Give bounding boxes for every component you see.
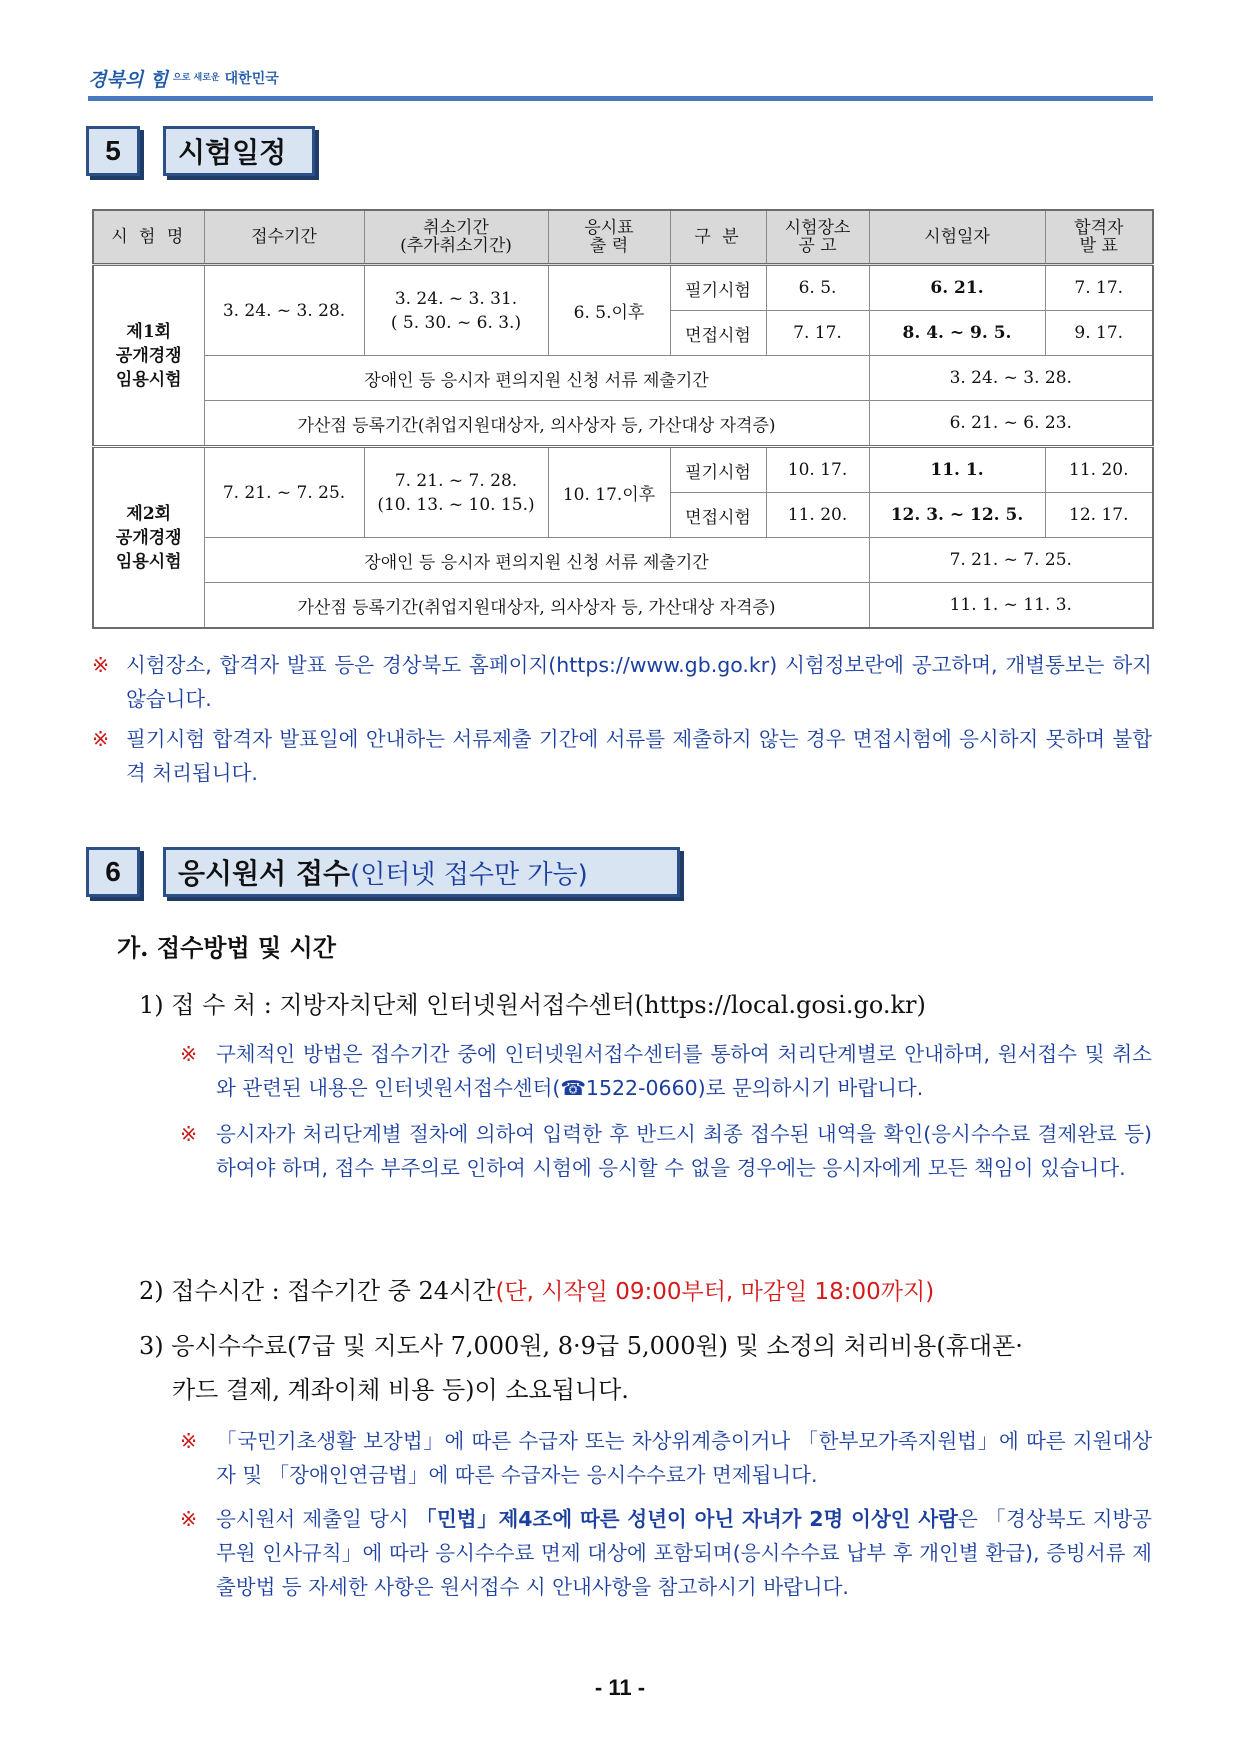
round2-name: 제2회 공개경쟁 임용시험	[93, 447, 204, 629]
round2-apply: 7. 21. ~ 7. 25.	[204, 447, 364, 538]
round2-bonus-label: 가산점 등록기간(취업지원대상자, 의사상자 등, 가산대상 자격증)	[204, 583, 869, 629]
round2-disability-period: 7. 21. ~ 7. 25.	[869, 538, 1153, 583]
note-mark: ※	[92, 727, 110, 751]
round1-written-result: 7. 17.	[1045, 265, 1153, 311]
round1-bonus-period: 6. 21. ~ 6. 23.	[869, 401, 1153, 447]
section-6-title-text: 응시원서 접수	[178, 857, 351, 890]
round2-written-label: 필기시험	[670, 447, 766, 493]
table-row	[93, 265, 1153, 311]
note-item	[180, 1037, 1152, 1105]
round2-interview-date: 12. 3. ~ 12. 5.	[869, 493, 1045, 538]
note-mark: ※	[180, 1122, 198, 1146]
table-row	[93, 356, 1153, 401]
round2-written-date: 11. 1.	[869, 447, 1045, 493]
header-rule	[88, 96, 1153, 101]
section-5-title	[163, 126, 315, 176]
note-item	[180, 1502, 1152, 1604]
note-item	[92, 648, 1152, 716]
note-children-bold: 「민법」제4조에 따른 성년이 아닌 자녀가 2명 이상인 사람	[415, 1507, 958, 1531]
note-venue-announcement: 시험장소, 합격자 발표 등은 경상북도 홈페이지(https://www.gb.go.kr) 시험정보란에 공고하며, 개별통보는 하지 않습니다.	[126, 653, 1152, 711]
round1-written-date: 6. 21.	[869, 265, 1045, 311]
round2-interview-label: 면접시험	[670, 493, 766, 538]
note-mark: ※	[180, 1429, 198, 1453]
section-5-notes	[92, 648, 1152, 790]
schedule-table	[92, 209, 1154, 629]
round1-written-venue: 6. 5.	[766, 265, 869, 311]
note-mark: ※	[180, 1042, 198, 1066]
round1-interview-label: 면접시험	[670, 311, 766, 356]
round1-written-label: 필기시험	[670, 265, 766, 311]
round2-interview-venue: 11. 20.	[766, 493, 869, 538]
note-document-deadline: 필기시험 합격자 발표일에 안내하는 서류제출 기간에 서류를 제출하지 않는 경우 면접시험에 응시하지 못하며 불합격 처리됩니다.	[126, 727, 1152, 785]
round1-interview-date: 8. 4. ~ 9. 5.	[869, 311, 1045, 356]
item-2-hours-note: (단, 시작일 09:00부터, 마감일 18:00까지)	[495, 1279, 935, 1305]
table-row	[93, 538, 1153, 583]
col-apply-period: 접수기간	[204, 210, 364, 265]
round1-interview-result: 9. 17.	[1045, 311, 1153, 356]
round1-ticket: 6. 5.이후	[548, 265, 670, 356]
col-exam-date: 시험일자	[869, 210, 1045, 265]
table-row	[93, 447, 1153, 493]
round1-disability-period: 3. 24. ~ 3. 28.	[869, 356, 1153, 401]
note-mark: ※	[180, 1507, 198, 1531]
table-row	[93, 583, 1153, 629]
note-item	[180, 1117, 1152, 1185]
heading-ga: 가. 접수방법 및 시간	[117, 933, 336, 962]
round2-disability-label: 장애인 등 응시자 편의지원 신청 서류 제출기간	[204, 538, 869, 583]
logo-country: 대한민국	[224, 71, 279, 87]
section-5-title-text: 시험일정	[178, 136, 287, 169]
item-1: 1) 접 수 처 : 지방자치단체 인터넷원서접수센터(https://local.gosi.go.kr)	[139, 991, 926, 1019]
round2-written-result: 11. 20.	[1045, 447, 1153, 493]
round2-written-venue: 10. 17.	[766, 447, 869, 493]
note-item	[180, 1424, 1152, 1492]
item-3-notes	[180, 1424, 1152, 1604]
section-6-subtitle: (인터넷 접수만 가능)	[350, 859, 588, 890]
col-cancel-period: 취소기간 (추가취소기간)	[364, 210, 548, 265]
round2-cancel: 7. 21. ~ 7. 28. (10. 13. ~ 10. 15.)	[364, 447, 548, 538]
round1-apply: 3. 24. ~ 3. 28.	[204, 265, 364, 356]
item-1-notes	[180, 1037, 1152, 1185]
note-procedure: 구체적인 방법은 접수기간 중에 인터넷원서접수센터를 통하여 처리단계별로 안내하며, 원서접수 및 취소와 관련된 내용은 인터넷원서접수센터(☎1522-0660)로 문의하시기 바랍니다.	[216, 1042, 1152, 1100]
round2-interview-result: 12. 17.	[1045, 493, 1153, 538]
col-exam-name: 시 험 명	[93, 210, 204, 265]
round1-disability-label: 장애인 등 응시자 편의지원 신청 서류 제출기간	[204, 356, 869, 401]
round1-bonus-label: 가산점 등록기간(취업지원대상자, 의사상자 등, 가산대상 자격증)	[204, 401, 869, 447]
note-mark: ※	[92, 653, 110, 677]
col-result: 합격자 발 표	[1045, 210, 1153, 265]
item-3-line-2: 카드 결제, 계좌이체 비용 등)이 소요됩니다.	[172, 1376, 629, 1404]
round1-cancel: 3. 24. ~ 3. 31. ( 5. 30. ~ 6. 3.)	[364, 265, 548, 356]
note-children-exemption	[216, 1502, 1152, 1604]
col-ticket: 응시표 출 력	[548, 210, 670, 265]
table-row	[93, 401, 1153, 447]
section-6-title	[163, 847, 680, 897]
note-fee-exemption: 「국민기초생활 보장법」에 따른 수급자 또는 차상위계층이거나 「한부모가족지원법」에 따른 지원대상자 및 「장애인연금법」에 따른 수급자는 응시수수료가 면제됩니다.	[216, 1429, 1152, 1487]
section-6-number: 6	[86, 847, 140, 897]
section-5-number: 5	[86, 126, 140, 176]
logo-small-text: 으로 새로운	[173, 73, 220, 83]
item-3-line-1: 3) 응시수수료(7급 및 지도사 7,000원, 8·9급 5,000원) 및 소정의 처리비용(휴대폰·	[139, 1332, 1023, 1360]
logo	[88, 60, 279, 96]
page-number: - 11 -	[594, 1675, 646, 1700]
round2-bonus-period: 11. 1. ~ 11. 3.	[869, 583, 1153, 629]
note-children-pre: 응시원서 제출일 당시	[216, 1507, 416, 1531]
note-confirmation: 응시자가 처리단계별 절차에 의하여 입력한 후 반드시 최종 접수된 내역을 확인(응시수수료 결제완료 등)하여야 하며, 접수 부주의로 인하여 시험에 응시할 수 없을 경우에는 응시자에게 모든 책임이 있습니다.	[216, 1122, 1152, 1180]
item-2-text: 2) 접수시간 : 접수기간 중 24시간	[139, 1277, 496, 1305]
round2-ticket: 10. 17.이후	[548, 447, 670, 538]
note-children-post: 은 「경상북도 지방공무원 인사규칙」에 따라 응시수수료 면제 대상에 포함되며(응시수수료 납부 후 개인별 환급), 증빙서류 제출방법 등 자세한 사항은 원서접수 시 안내사항을 참고하시기 바랍니다.	[216, 1507, 1152, 1599]
table-header-row	[93, 210, 1153, 265]
logo-text: 경북의 힘	[88, 68, 169, 91]
col-venue: 시험장소 공 고	[766, 210, 869, 265]
col-type: 구 분	[670, 210, 766, 265]
round1-name: 제1회 공개경쟁 임용시험	[93, 265, 204, 447]
round1-interview-venue: 7. 17.	[766, 311, 869, 356]
note-item	[92, 722, 1152, 790]
item-2	[139, 1271, 934, 1312]
